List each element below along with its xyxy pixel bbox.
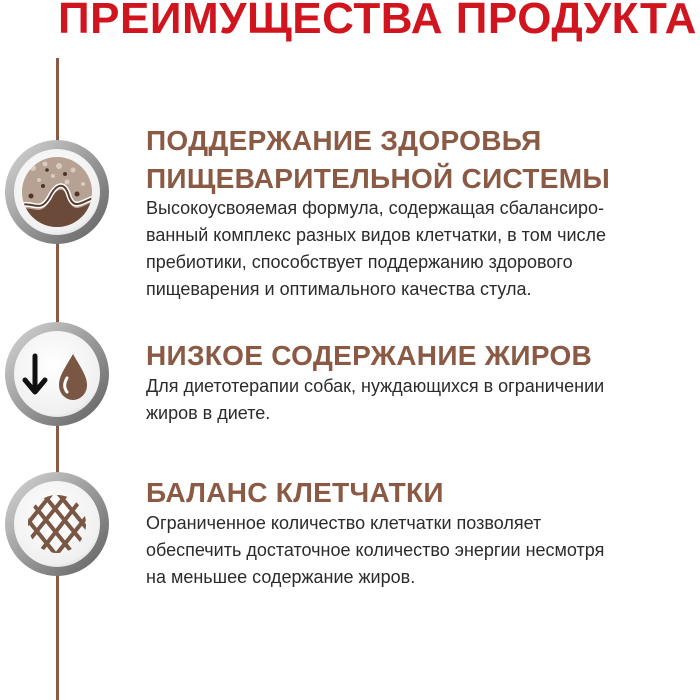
- low-fat-drop-icon: [3, 320, 111, 428]
- benefit-text-digestion: [146, 195, 694, 303]
- benefit-heading-digestion: [146, 122, 610, 198]
- digestive-wave-icon: [3, 138, 111, 246]
- heading-line: БАЛАНС КЛЕТЧАТКИ: [146, 477, 444, 508]
- benefit-heading-low-fat: [146, 337, 592, 375]
- heading-line: ПОДДЕРЖАНИЕ ЗДОРОВЬЯ: [146, 125, 542, 156]
- benefit-text-fiber: [146, 510, 694, 591]
- heading-line: ПИЩЕВАРИТЕЛЬНОЙ СИСТЕМЫ: [146, 163, 611, 194]
- text-line: Ограниченное количество клетчатки позволяет: [146, 513, 542, 533]
- fiber-mesh-icon: [3, 470, 111, 578]
- text-line: жиров в диете.: [146, 403, 271, 423]
- benefit-heading-fiber: [146, 474, 444, 512]
- text-line: пребиотики, способствует поддержанию здорового: [146, 252, 573, 272]
- heading-line: НИЗКОЕ СОДЕРЖАНИЕ ЖИРОВ: [146, 340, 593, 371]
- text-line: пищеварения и оптимального качества стула.: [146, 279, 532, 299]
- benefit-text-low-fat: [146, 373, 694, 427]
- text-line: обеспечить достаточное количество энергии несмотря: [146, 540, 605, 560]
- text-line: ванный комплекс разных видов клетчатки, в том числе: [146, 225, 607, 245]
- text-line: Для диетотерапии собак, нуждающихся в ограничении: [146, 376, 605, 396]
- text-line: на меньшее содержание жиров.: [146, 567, 416, 587]
- page-title: ПРЕИМУЩЕСТВА ПРОДУКТА: [58, 0, 697, 43]
- text-line: Высокоусвояемая формула, содержащая сбалансиро-: [146, 198, 605, 218]
